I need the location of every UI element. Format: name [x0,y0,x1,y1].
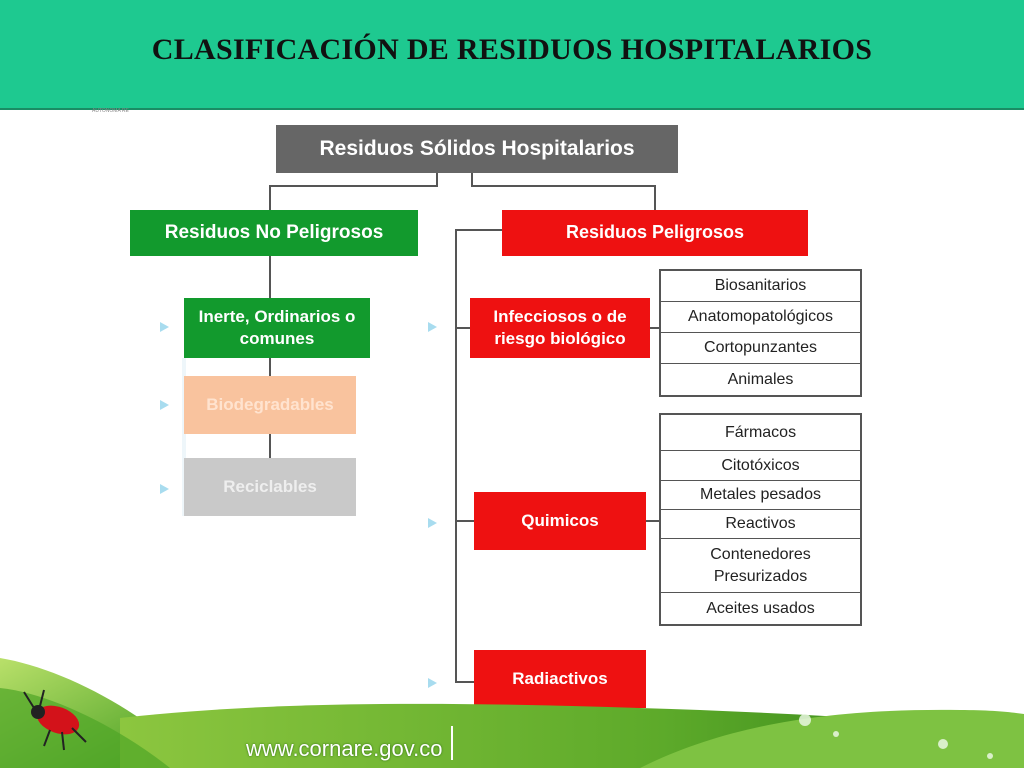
list-item: Citotóxicos [661,451,860,481]
list-item: Aceites usados [706,599,815,617]
list-item: Anatomopatológicos [661,302,860,333]
footer-url: www.cornare.gov.co [246,736,443,761]
bullet-arrow-icon [160,322,169,332]
peligrosos-node: Residuos Peligrosos [502,210,808,256]
bullet-arrow-icon [160,484,169,494]
list-item: Reactivos [661,510,860,539]
bullet-arrow-icon [428,322,437,332]
bullet-arrow-icon [160,400,169,410]
list-item: Animales [727,370,794,388]
infecciosos-node: Infecciosos o de riesgo biológico [470,298,650,358]
connector-root-left [270,173,437,210]
reciclables-node: Reciclables [184,458,356,516]
root-node: Residuos Sólidos Hospitalarios [276,125,678,173]
infecciosos-list [659,269,862,397]
logo-fragment: AUTONOMA RE [92,108,129,114]
no-peligrosos-node: Residuos No Peligrosos [130,210,418,256]
list-item: Cortopunzantes [661,333,860,364]
footer-leaf-decoration [0,648,1024,768]
bullet-arrow-icon [428,518,437,528]
list-item: Metales pesados [661,481,860,510]
page-title: CLASIFICACIÓN DE RESIDUOS HOSPITALARIOS [151,33,873,66]
radiactivos-node: Radiactivos [474,650,646,708]
connector-root-right [472,173,655,210]
quimicos-node: Quimicos [474,492,646,550]
list-item: Biosanitarios [661,271,860,302]
list-item: Contenedores Presurizados [661,539,860,593]
list-item: Fármacos [661,415,860,451]
biodegradables-node: Biodegradables [184,376,356,434]
quimicos-list [659,413,862,626]
inerte-node: Inerte, Ordinarios o comunes [184,298,370,358]
